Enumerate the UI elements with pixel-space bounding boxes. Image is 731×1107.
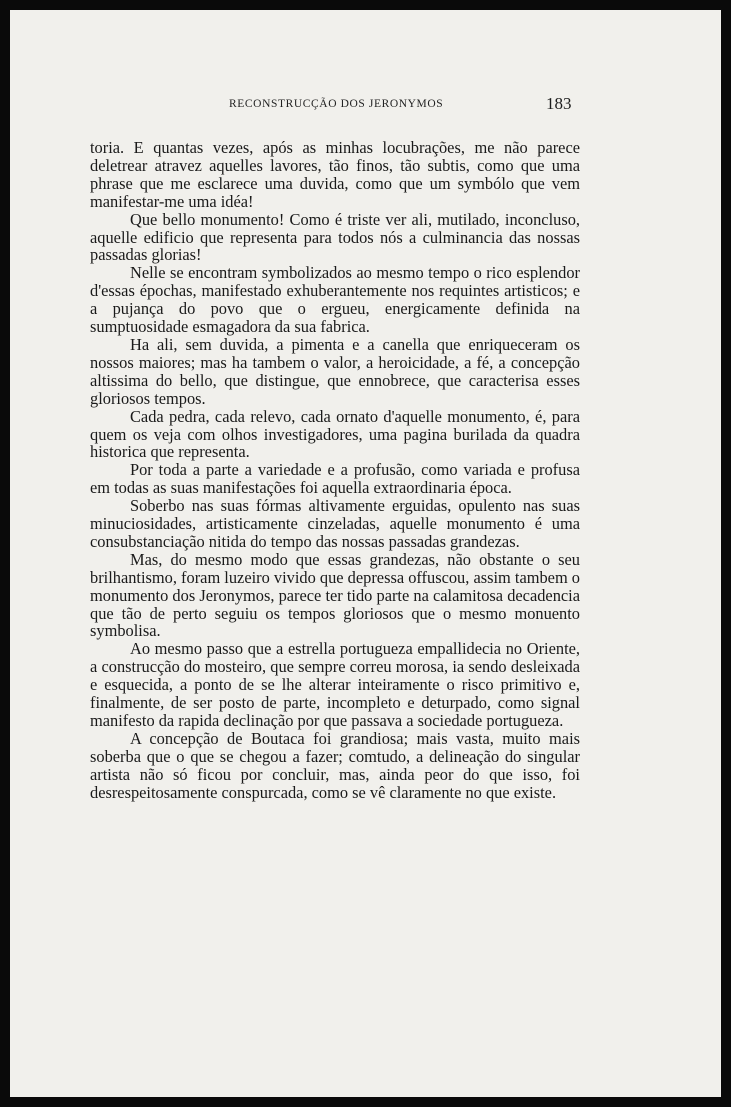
book-page bbox=[10, 10, 721, 1097]
page-number: 183 bbox=[546, 94, 572, 113]
paragraph: Ao mesmo passo que a estrella portugueza empallidecia no Oriente, a construcção do mosteiro, que sempre correu morosa, ia sendo desleixada e esquecida, a ponto de se lhe alterar inteiramente o risco primitivo e, finalmente, de ser posto de parte, incompleto e deturpado, como signal manifesto da rapida declinação por que passava a sociedade portugueza. bbox=[90, 639, 580, 730]
paragraph: Nelle se encontram symbolizados ao mesmo tempo o rico esplendor d'essas épochas, manifestado exhuberantemente nos requintes artisticos; e a pujança do povo que o ergueu, energicamente definida na sumptuosidade esmagadora da sua fabrica. bbox=[90, 263, 580, 337]
paragraph: Soberbo nas suas fórmas altivamente erguidas, opulento nas suas minuciosidades, artisticamente cinzeladas, aquelle monumento é uma consubstanciação nitida do tempo das nossas passadas grandezas. bbox=[90, 496, 580, 551]
paragraph: Por toda a parte a variedade e a profusão, como variada e profusa em todas as suas manifestações foi aquella extraordinaria época. bbox=[90, 460, 580, 498]
paragraph: Cada pedra, cada relevo, cada ornato d'aquelle monumento, é, para quem os veja com olhos investigadores, uma pagina burilada da quadra historica que representa. bbox=[90, 406, 580, 462]
paragraph: Que bello monumento! Como é triste ver ali, mutilado, inconcluso, aquelle edificio que representa para todos nós a culminancia das nossas passadas glorias! bbox=[90, 209, 580, 265]
paragraph: toria. E quantas vezes, após as minhas locubrações, me não parece deletrear atravez aquelles lavores, tão finos, tão subtis, como que uma phrase que me esclarece uma duvida, como que um symbólo que vem manifestar-me uma idéa! bbox=[90, 138, 580, 211]
body-text bbox=[90, 139, 580, 802]
paragraph: Mas, do mesmo modo que essas grandezas, não obstante o seu brilhantismo, foram luzeiro vivido que depressa offuscou, assim tambem o monumento dos Jeronymos, parece ter tido parte na calamitosa decadencia que tão de perto seguiu os tempos gloriosos que o mesmo monuento symbolisa. bbox=[90, 549, 580, 641]
page-header bbox=[10, 94, 721, 120]
running-title: RECONSTRUCÇÃO DOS JERONYMOS bbox=[229, 98, 444, 110]
paragraph: A concepção de Boutaca foi grandiosa; mais vasta, muito mais soberba que o que se chegou a fazer; comtudo, a delineação do singular artista não só ficou por concluir, mas, ainda peor do que isso, foi desrespeitosamente conspurcada, como se vê claramente no que existe. bbox=[90, 728, 580, 802]
paragraph: Ha ali, sem duvida, a pimenta e a canella que enriqueceram os nossos maiores; mas ha tambem o valor, a heroicidade, a fé, a concepção altissima do bello, que distingue, que ennobrece, que caracterisa esses gloriosos tempos. bbox=[90, 334, 580, 408]
